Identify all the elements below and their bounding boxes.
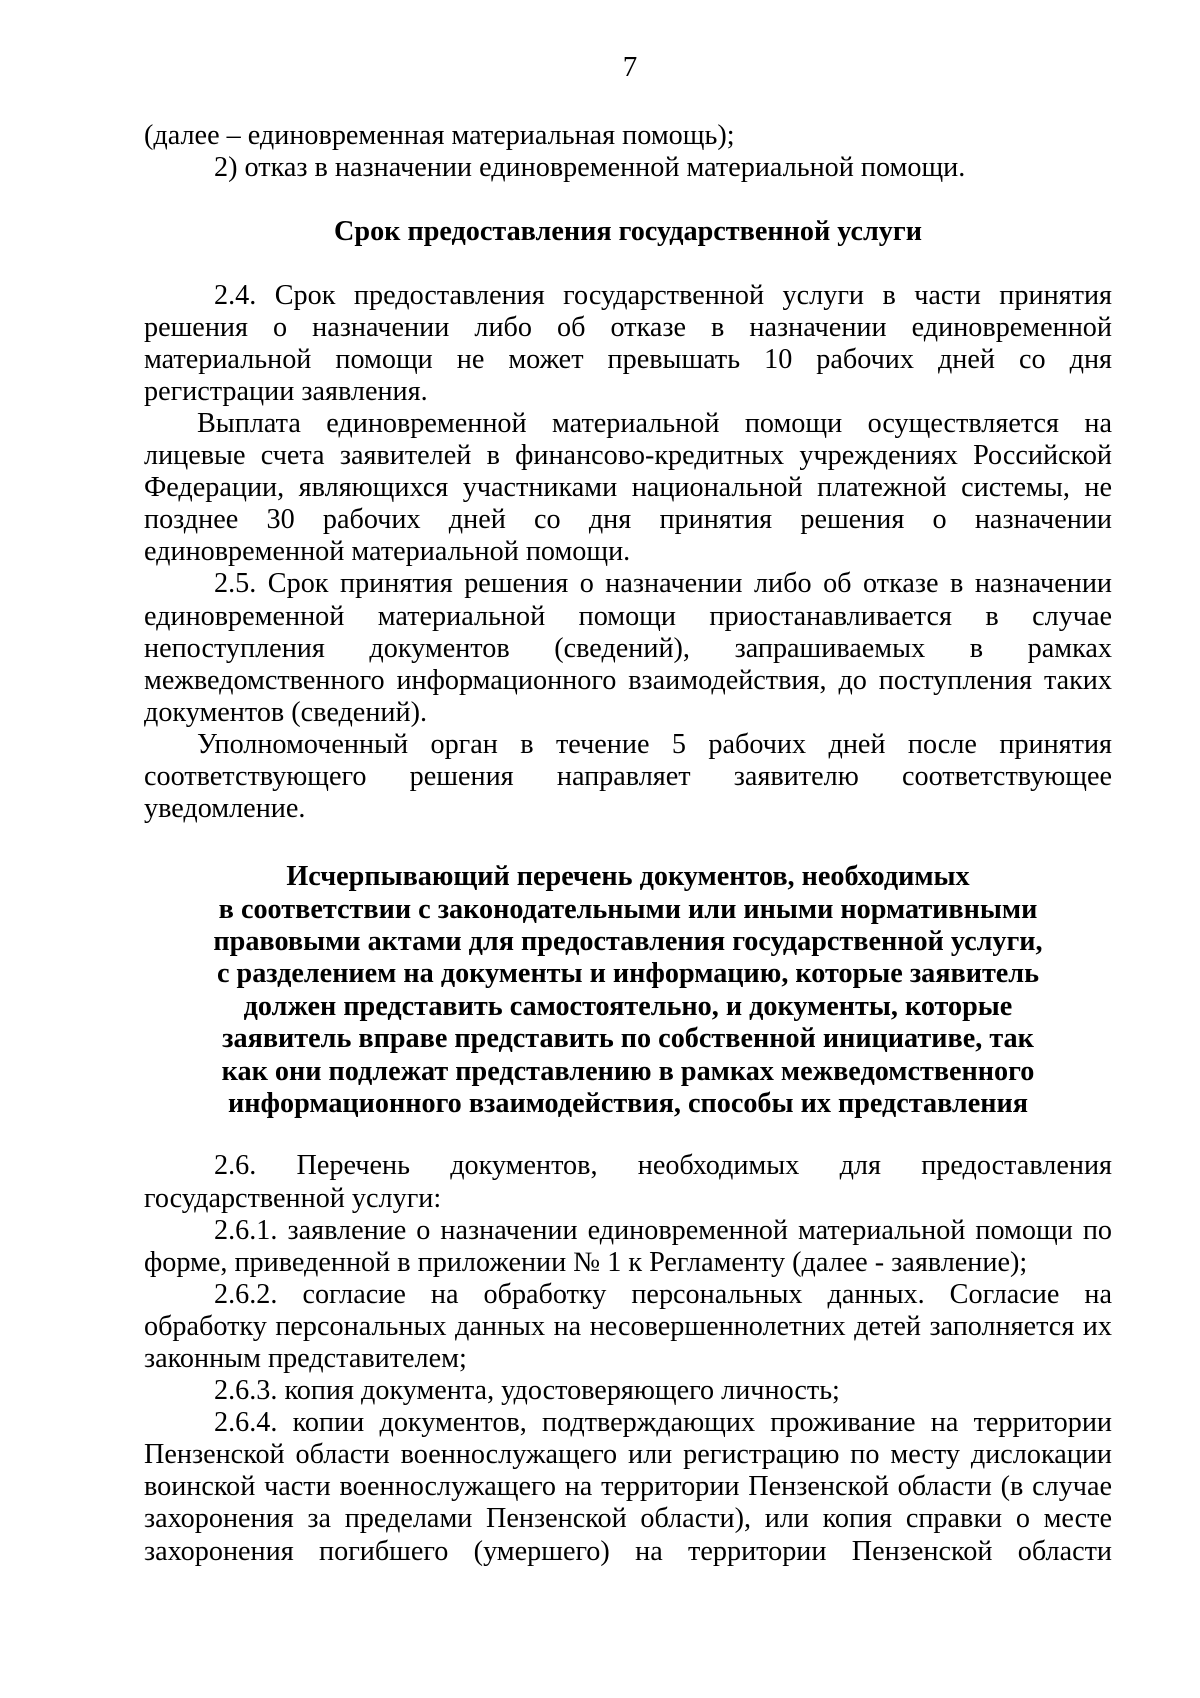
paragraph-2-6-1: 2.6.1. заявление о назначении единовременной материальной помощи по форме, приведенной в приложении № 1 к Регламенту (далее - заявление); xyxy=(144,1214,1112,1278)
heading-line: заявитель вправе представить по собственной инициативе, так xyxy=(222,1023,1034,1055)
paragraph-2-6-2: 2.6.2. согласие на обработку персональных данных. Согласие на обработку персональных данных на несовершеннолетних детей заполняется их законным представителем; xyxy=(144,1278,1112,1374)
paragraph-continuation: (далее – единовременная материальная помощь); xyxy=(144,120,735,151)
heading-line: информационного взаимодействия, способы их представления xyxy=(228,1088,1028,1120)
section-heading-documents xyxy=(144,861,1112,1120)
paragraph-2-6-3: 2.6.3. копия документа, удостоверяющего личность; xyxy=(214,1375,840,1407)
paragraph-payment: Выплата единовременной материальной помощи осуществляется на лицевые счета заявителей в финансово-кредитных учреждениях Российской Федерации, являющихся участниками национальной платежной системы, не позднее 30 рабочих дней со дня принятия решения о назначении единовременной материальной помощи. xyxy=(144,407,1112,568)
paragraph-notification: Уполномоченный орган в течение 5 рабочих дней после принятия соответствующего решения направляет заявителю соответствующее уведомление. xyxy=(144,728,1112,825)
heading-line: должен представить самостоятельно, и документы, которые xyxy=(243,990,1013,1022)
section-heading-term: Срок предоставления государственной услуги xyxy=(334,216,922,248)
heading-line: в соответствии с законодательными или иными нормативными xyxy=(218,893,1038,925)
paragraph-2-5: 2.5. Срок принятия решения о назначении либо об отказе в назначении единовременной материальной помощи приостанавливается в случае непоступления документов (сведений), запрашиваемых в рамках межведомственного информационного взаимодействия, до поступления таких документов (сведений). xyxy=(144,568,1112,728)
heading-line: Исчерпывающий перечень документов, необходимых xyxy=(286,861,970,893)
paragraph-2-4: 2.4. Срок предоставления государственной услуги в части принятия решения о назначении либо об отказе в назначении единовременной материальной помощи не может превышать 10 рабочих дней со дня регистрации заявления. xyxy=(144,279,1112,407)
paragraph-2-6-4: 2.6.4. копии документов, подтверждающих проживание на территории Пензенской области военнослужащего или регистрацию по месту дислокации воинской части военнослужащего на территории Пензенской области (в случае захоронения за пределами Пензенской области), или копия справки о месте захоронения погибшего (умершего) на территории Пензенской области xyxy=(144,1407,1112,1567)
paragraph-2-6: 2.6. Перечень документов, необходимых для предоставления государственной услуги: xyxy=(144,1150,1112,1214)
document-body xyxy=(144,120,1112,1568)
paragraph-refusal: 2) отказ в назначении единовременной материальной помощи. xyxy=(214,152,966,184)
heading-line: с разделением на документы и информацию, которые заявитель xyxy=(216,958,1040,990)
heading-line: правовыми актами для предоставления государственной услуги, xyxy=(213,926,1043,957)
heading-line: как они подлежат представлению в рамках межведомственного xyxy=(221,1055,1035,1087)
page-number: 7 xyxy=(622,51,638,83)
